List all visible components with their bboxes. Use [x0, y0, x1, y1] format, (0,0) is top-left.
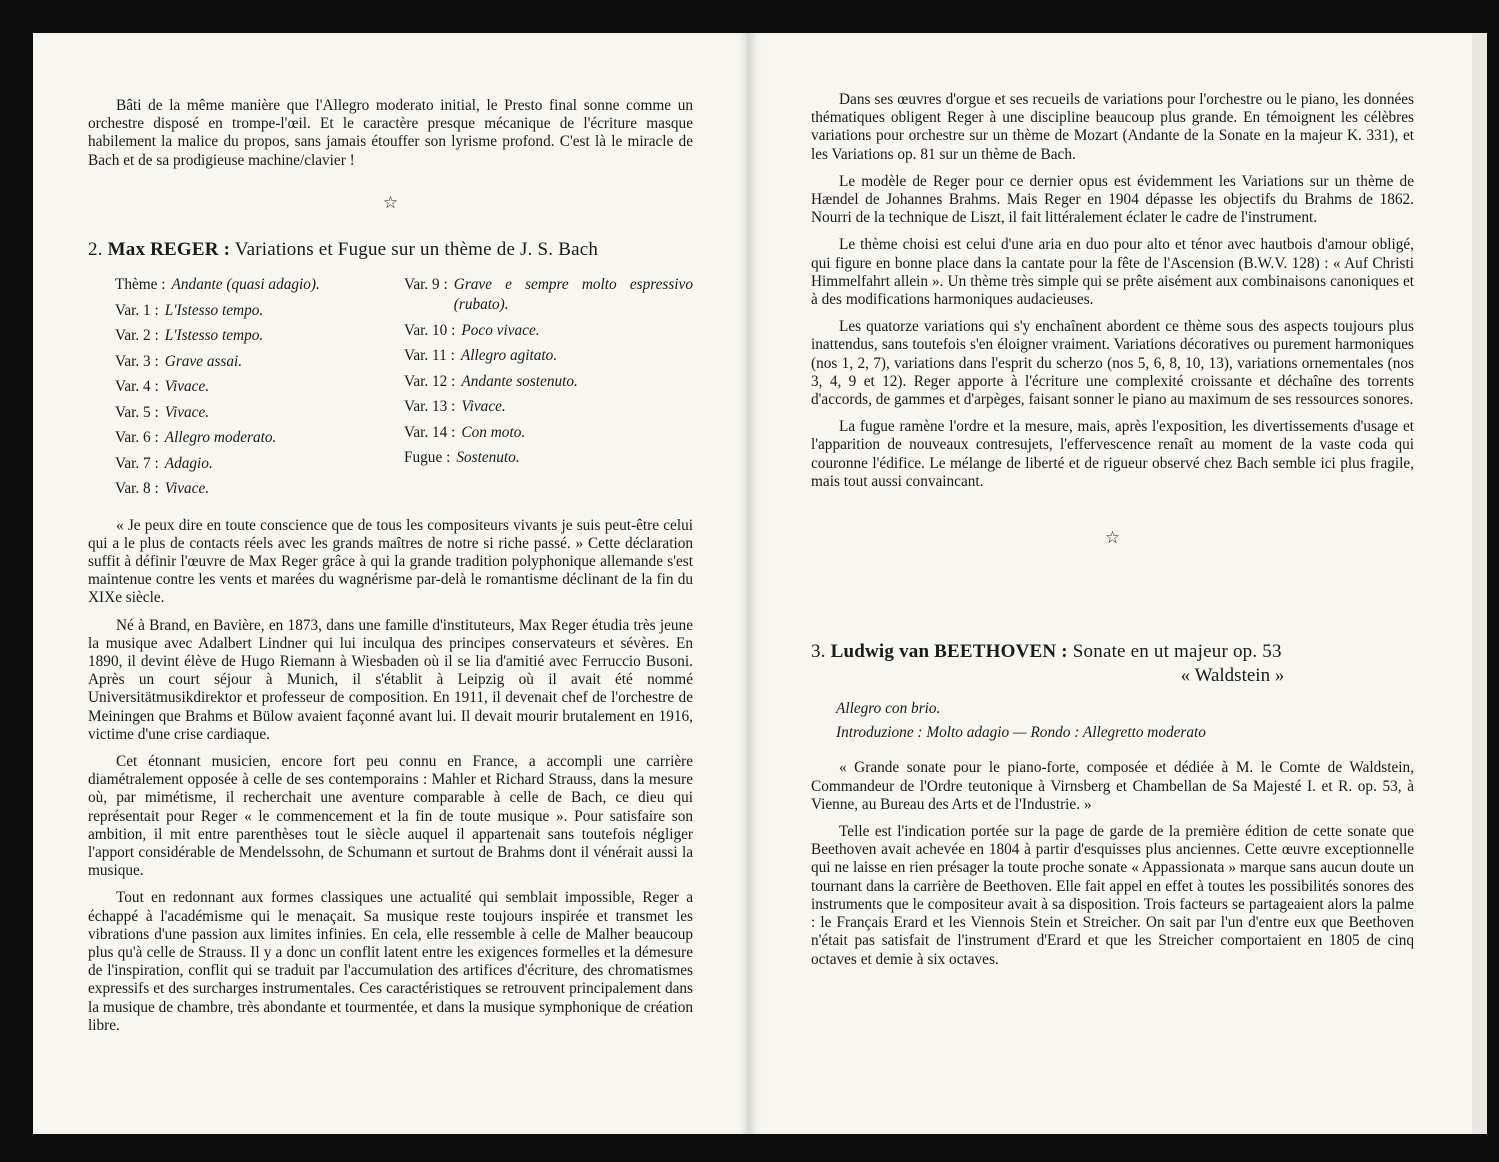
movement-tempo: Vivace.	[164, 480, 210, 498]
movement-row	[115, 428, 404, 448]
paragraph: Telle est l'indication portée sur la page de garde de la première édition de cette sonate que Beethoven avait achevée en 1804 à partir d'esquisses plus anciennes. Cette œuvre exceptionnelle qui ne laisse en rien présager la toute proche sonate « Appassionata » marque sans aucun doute un tournant dans la carrière de Beethoven. Elle fait appel en effet à toutes les possibilités sonores des instruments que le compositeur avait à sa disposition. Trois facteurs se partageaient alors la palme : le Français Erard et les Viennois Stein et Streicher. On sait par l'un d'entre eux que Beethoven n'était pas satisfait de l'instrument d'Erard et que les Streicher comportaient en 1805 de cinq octaves et demie à six octaves.	[811, 823, 1414, 968]
heading-number: 3.	[811, 641, 826, 663]
movement-tempo: Allegro moderato.	[164, 429, 277, 447]
movement-row	[404, 448, 693, 468]
movement-row	[115, 479, 404, 499]
paragraph: « Je peux dire en toute conscience que de tous les compositeurs vivants je suis peut-être celui qui a le plus de contacts réels avec les grands maîtres de notre si riche passé. » Cette déclaration suffit à définir l'œuvre de Max Reger grâce à qui la grande tradition polyphonique allemande s'est maintenue contre les vents et marées du wagnérisme par-delà le romantisme déclinant de la fin du XIXe siècle.	[88, 516, 693, 607]
movement-label: Var. 12 :	[404, 372, 456, 390]
left-column	[88, 97, 693, 1044]
next-page-edge	[1472, 33, 1487, 1134]
movement-row	[115, 326, 404, 346]
heading-composer: Ludwig van BEETHOVEN :	[830, 641, 1068, 663]
movement-label: Var. 13 :	[404, 398, 456, 416]
movement-tempo: Andante (quasi adagio).	[171, 276, 320, 294]
heading-subtitle: « Waldstein »	[1180, 665, 1285, 687]
movement-tempo: L'Istesso tempo.	[164, 327, 264, 345]
movement-tempo: Vivace.	[164, 378, 210, 396]
movement-tempo: L'Istesso tempo.	[164, 301, 264, 319]
movement-label: Var. 3 :	[115, 352, 159, 370]
heading-number: 2.	[88, 239, 103, 261]
movement-line: Allegro con brio.	[836, 700, 941, 718]
movement-row	[404, 275, 693, 315]
movement-tempo: Poco vivace.	[461, 321, 540, 339]
heading-composer: Max REGER :	[107, 239, 231, 261]
movement-list-right	[404, 275, 693, 505]
movement-tempo: Vivace.	[461, 398, 506, 416]
movement-label: Fugue :	[404, 449, 451, 467]
movement-label: Var. 7 :	[115, 454, 159, 472]
movement-row	[404, 397, 693, 417]
movement-line: Introduzione : Molto adagio — Rondo : Allegretto moderato	[836, 724, 1206, 742]
movement-list-left	[115, 275, 404, 505]
movement-row	[115, 454, 404, 474]
movement-label: Var. 5 :	[115, 403, 159, 421]
movement-tempo: Vivace.	[164, 403, 210, 421]
movement-label: Var. 2 :	[115, 327, 159, 345]
paragraph: Né à Brand, en Bavière, en 1873, dans une famille d'instituteurs, Max Reger étudia très jeune la musique avec Adalbert Lindner qui lui inculqua des principes conservateurs et sévères. En 1890, il devint élève de Hugo Riemann à Wiesbaden où il se lia d'amitié avec Ferruccio Busoni. Après un court séjour à Munich, il s'établit à Leipzig où il avait été nommé Universitätmusikdirektor et professeur de composition. En 1911, il devenait chef de l'orchestre de Meiningen que Brahms et Bülow avaient façonné avant lui. Il devait mourir brutalement en 1916, victime d'une crise cardiaque.	[88, 616, 693, 743]
movement-label: Var. 8 :	[115, 480, 159, 498]
movement-label: Thème :	[115, 276, 166, 294]
star-ornament-icon: ☆	[382, 192, 399, 212]
left-page	[33, 33, 749, 1134]
paragraph: Le modèle de Reger pour ce dernier opus est évidemment les Variations sur un thème de Hændel de Johannes Brahms. Mais Reger en 1904 dépasse les objectifs du Brahms de 1862. Nourri de la technique de Liszt, il fait littéralement éclater le cadre de l'instrument.	[811, 172, 1414, 227]
movement-row	[115, 301, 404, 321]
movement-tempo: Andante sostenuto.	[461, 372, 578, 390]
movement-label: Var. 1 :	[115, 301, 159, 319]
movement-tempo: Adagio.	[164, 454, 213, 472]
movement-row	[115, 403, 404, 423]
paragraph: Les quatorze variations qui s'y enchaînent abordent ce thème sous des aspects toujours plus inattendus, sans toutefois s'en éloigner vraiment. Variations décoratives ou purement harmoniques (nos 1, 2, 7), variations dans l'esprit du scherzo (nos 5, 6, 8, 10, 13), variations ornementales (nos 3, 4, 9 et 12). Reger apporte à l'écriture une complexité croissante et déchaîne des torrents d'accords, de gammes et d'arpèges, faisant sonner le piano au maximum de ses ressources sonores.	[811, 318, 1414, 409]
movement-row	[115, 377, 404, 397]
movement-label: Var. 10 :	[404, 321, 456, 339]
movement-row	[115, 352, 404, 372]
work-heading-beethoven	[811, 640, 1414, 664]
movement-tempo: Con moto.	[461, 423, 526, 441]
heading-title: Variations et Fugue sur un thème de J. S. Bach	[234, 239, 599, 261]
movement-label: Var. 6 :	[115, 429, 159, 447]
movement-label: Var. 11 :	[404, 347, 455, 365]
movement-label: Var. 9 :	[404, 276, 448, 294]
star-ornament-icon: ☆	[1104, 528, 1121, 548]
movement-tempo: Grave e sempre molto espressivo (rubato).	[453, 276, 693, 314]
movement-tempo: Allegro agitato.	[460, 347, 558, 365]
movement-row	[404, 423, 693, 443]
paragraph: Le thème choisi est celui d'une aria en duo pour alto et ténor avec hautbois d'amour obligé, qui figure en bonne place dans la cantate pour la fête de l'Ascension (B.W.V. 128) : « Auf Christi Himmelfahrt allein ». Un thème très simple qui se prête aisément aux combinaisons canoniques et à des modifications harmoniques audacieuses.	[811, 236, 1414, 309]
movement-tempo: Grave assai.	[164, 352, 243, 370]
paragraph: Dans ses œuvres d'orgue et ses recueils de variations pour l'orchestre ou le piano, les données thématiques obligent Reger à une discipline beaucoup plus grande. En témoignent les célèbres variations pour orchestre sur un thème de Mozart (Andante de la Sonate en la majeur K. 331), et les Variations op. 81 sur un thème de Bach.	[811, 91, 1414, 163]
movement-label: Var. 4 :	[115, 378, 159, 396]
paragraph: Bâti de la même manière que l'Allegro moderato initial, le Presto final sonne comme un orchestre disposé en trompe-l'œil. Et le caractère presque mécanique de l'écriture masque habilement la malice du propos, sans jamais étouffer son lyrisme profond. C'est là le miracle de Bach et de sa prodigieuse machine/clavier !	[88, 97, 693, 169]
paragraph: Tout en redonnant aux formes classiques une actualité qui semblait impossible, Reger a échappé à l'académisme qui le menaçait. Sa musique reste toujours inspirée et transmet les vibrations d'une passion aux limites infinies. En cela, elle ressemble à celle de Malher beaucoup plus qu'à celle de Strauss. Il y a donc un conflit latent entre les exigences formelles et la démesure de l'inspiration, conflit qui se traduit par l'accumulation des artifices d'écriture, des chromatismes expressifs et des surcharges instrumentales. Ces caractéristiques se retrouvent principalement dans la musique de chambre, très abondante et tourmentée, et dans la musique symphonique de création libre.	[88, 889, 693, 1034]
movement-row	[404, 321, 693, 341]
movement-row	[404, 372, 693, 392]
right-column	[811, 91, 1414, 978]
movement-label: Var. 14 :	[404, 423, 456, 441]
movement-row	[404, 346, 693, 366]
paragraph: Cet étonnant musicien, encore fort peu connu en France, a accompli une carrière diamétralement opposée à celle de ses contemporains : Mahler et Richard Strauss, dans la mesure où, par mimétisme, il recherchait une aventure comparable à celle de Bach, ce dieu qui représentait pour Reger « le commencement et la fin de toute musique ». Pour satisfaire son ambition, il mit entre parenthèses tout le siècle auquel il appartenait sans toutefois négliger l'apport considérable de Mendelssohn, de Schumann et surtout de Brahms dont il vénérait aussi la musique.	[88, 752, 693, 880]
movement-tempo: Sostenuto.	[456, 449, 520, 467]
paragraph: La fugue ramène l'ordre et la mesure, mais, après l'exposition, les divertissements d'usage et l'apparition de nouveaux contresujets, l'effervescence renaît au moment de la vaste coda qui couronne l'édifice. Le mélange de liberté et de rigueur observé chez Bach semble ici plus fragile, mais tout aussi convaincant.	[811, 418, 1414, 490]
movement-list	[115, 275, 693, 505]
right-page	[749, 33, 1472, 1134]
heading-title: Sonate en ut majeur op. 53	[1072, 641, 1282, 663]
movement-row	[115, 275, 404, 295]
work-heading-reger	[88, 238, 693, 262]
paragraph: « Grande sonate pour le piano-forte, composée et dédiée à M. le Comte de Waldstein, Commandeur de l'Ordre teutonique à Virnsberg et Chambellan de Sa Majesté I. et R. op. 53, à Vienne, au Bureau des Arts et de l'Industrie. »	[811, 759, 1414, 813]
